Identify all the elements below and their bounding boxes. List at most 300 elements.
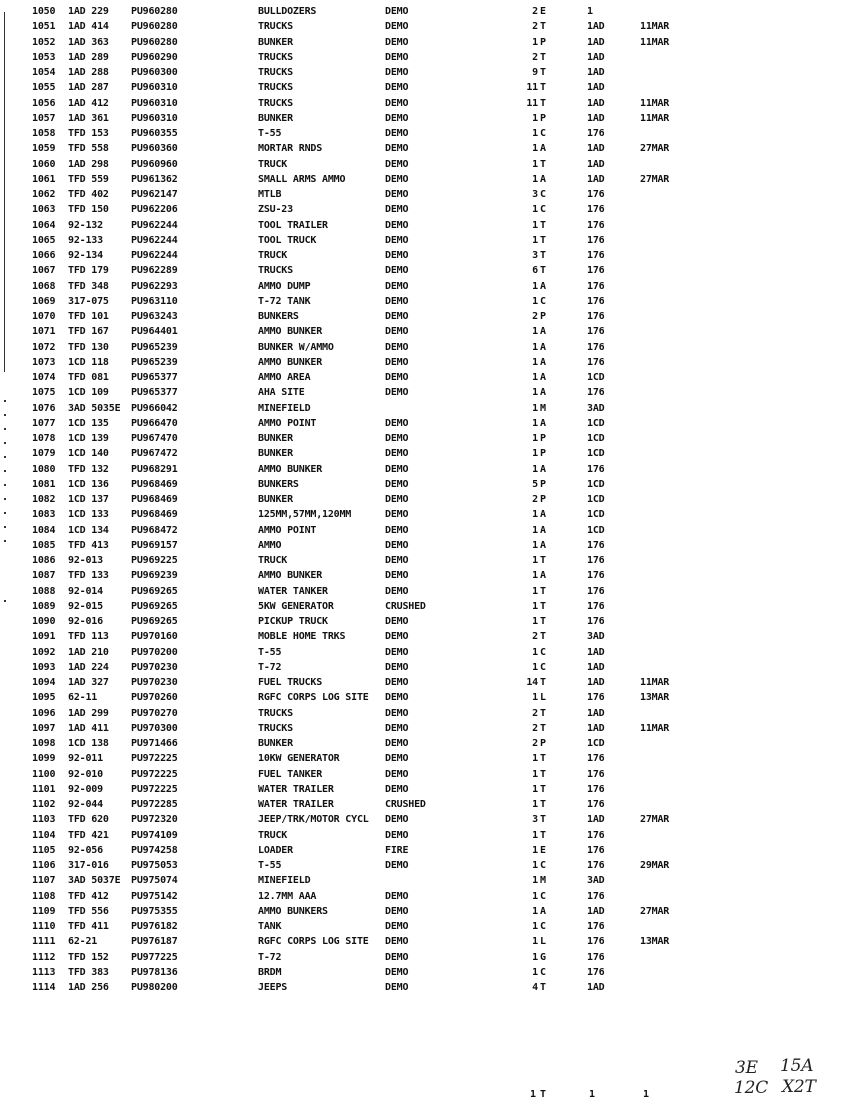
action-taken: DEMO	[385, 280, 409, 292]
unit-code: 176	[587, 189, 605, 200]
quantity: 2	[532, 21, 538, 33]
table-row	[0, 890, 850, 903]
target-description: AMMO BUNKER	[258, 356, 323, 368]
table-row	[0, 325, 850, 338]
quantity: 11	[526, 82, 538, 94]
target-description: TANK	[258, 921, 282, 932]
record-number: 1093	[32, 661, 56, 673]
action-taken: DEMO	[385, 265, 409, 277]
category-code: C	[540, 966, 546, 978]
quantity: 1	[532, 234, 538, 246]
date-code: 11MAR	[640, 722, 670, 734]
category-code: T	[540, 631, 546, 643]
category-code: T	[540, 51, 546, 63]
target-description: AMMO BUNKER	[258, 570, 323, 582]
unit-code: 176	[587, 692, 605, 704]
category-code: L	[540, 936, 546, 948]
target-id: TFD 411	[68, 921, 109, 932]
table-row	[0, 981, 850, 994]
quantity: 3	[532, 814, 538, 826]
target-description: WATER TRAILER	[258, 783, 334, 795]
category-code: A	[540, 509, 546, 521]
grid-reference: PU962293	[131, 280, 178, 292]
table-row	[0, 707, 850, 720]
target-id: 1CD 133	[68, 509, 109, 521]
record-number: 1050	[32, 6, 56, 17]
unit-code: 176	[587, 204, 605, 216]
record-number: 1054	[32, 67, 56, 78]
target-description: T-55	[258, 860, 282, 871]
target-description: 125MM,57MM,120MM	[258, 509, 352, 521]
table-row	[0, 951, 850, 964]
grid-reference: PU976187	[131, 936, 178, 948]
target-description: WATER TRAILER	[258, 799, 334, 810]
unit-code: 176	[587, 341, 605, 353]
target-id: 1CD 118	[68, 356, 109, 368]
target-description: AMMO	[258, 539, 282, 551]
record-number: 1097	[32, 722, 56, 734]
table-row	[0, 813, 850, 826]
action-taken: DEMO	[385, 311, 409, 322]
action-taken: DEMO	[385, 494, 409, 505]
target-id: TFD 348	[68, 280, 109, 292]
target-description: BUNKER	[258, 448, 293, 460]
record-number: 1055	[32, 82, 56, 94]
target-id: TFD 559	[68, 173, 109, 185]
unit-code: 1AD	[587, 97, 605, 109]
target-id: 92-132	[68, 219, 103, 231]
target-description: MINEFIELD	[258, 875, 311, 887]
record-number: 1075	[32, 387, 56, 399]
table-row	[0, 615, 850, 628]
target-id: 1CD 109	[68, 387, 109, 399]
action-taken: DEMO	[385, 417, 409, 429]
unit-code: 176	[587, 280, 605, 292]
quantity: 1	[532, 36, 538, 48]
grid-reference: PU965377	[131, 387, 178, 399]
unit-code: 176	[587, 387, 605, 399]
quantity: 2	[532, 722, 538, 734]
target-id: 1AD 289	[68, 51, 109, 63]
record-number: 1085	[32, 539, 56, 551]
category-code: T	[540, 722, 546, 734]
record-number: 1103	[32, 814, 56, 826]
partial-row-qty: 1	[530, 1089, 536, 1100]
action-taken: DEMO	[385, 677, 409, 688]
target-description: TRUCKS	[258, 265, 293, 277]
category-code: A	[540, 280, 546, 292]
quantity: 1	[532, 646, 538, 658]
unit-code: 3AD	[587, 631, 605, 643]
quantity: 1	[532, 860, 538, 871]
target-id: 1AD 361	[68, 112, 109, 124]
target-id: 1AD 327	[68, 677, 109, 688]
grid-reference: PU962206	[131, 204, 178, 216]
action-taken: DEMO	[385, 524, 409, 536]
action-taken: DEMO	[385, 738, 409, 749]
target-description: TRUCK	[258, 829, 288, 841]
quantity: 1	[532, 417, 538, 429]
target-id: 92-014	[68, 585, 103, 597]
record-number: 1104	[32, 829, 56, 841]
margin-dot	[4, 600, 6, 602]
target-id: 1AD 363	[68, 36, 109, 48]
grid-reference: PU970270	[131, 707, 178, 719]
date-code: 11MAR	[640, 112, 670, 124]
table-row	[0, 966, 850, 979]
target-description: ZSU-23	[258, 204, 293, 216]
unit-code: 176	[587, 783, 605, 795]
target-id: TFD 130	[68, 341, 109, 353]
target-description: BULLDOZERS	[258, 6, 317, 17]
action-taken: DEMO	[385, 570, 409, 582]
quantity: 1	[532, 783, 538, 795]
table-row	[0, 661, 850, 674]
quantity: 1	[532, 829, 538, 841]
quantity: 2	[532, 738, 538, 749]
grid-reference: PU970260	[131, 692, 178, 704]
action-taken: DEMO	[385, 82, 409, 94]
target-id: TFD 153	[68, 128, 109, 139]
quantity: 1	[532, 875, 538, 887]
quantity: 6	[532, 265, 538, 277]
grid-reference: PU962147	[131, 189, 178, 200]
category-code: A	[540, 173, 546, 185]
grid-reference: PU977225	[131, 951, 178, 963]
category-code: P	[540, 112, 546, 124]
record-number: 1098	[32, 738, 56, 749]
target-description: 5KW GENERATOR	[258, 600, 334, 612]
grid-reference: PU969265	[131, 585, 178, 597]
target-description: JEEPS	[258, 982, 288, 993]
action-taken: DEMO	[385, 478, 409, 490]
grid-reference: PU972225	[131, 768, 178, 780]
grid-reference: PU970300	[131, 722, 178, 734]
grid-reference: PU969265	[131, 616, 178, 627]
table-row	[0, 249, 850, 262]
category-code: C	[540, 921, 546, 932]
unit-code: 1CD	[587, 372, 605, 383]
date-code: 13MAR	[640, 936, 670, 948]
action-taken: DEMO	[385, 768, 409, 780]
target-description: AMMO AREA	[258, 372, 311, 383]
table-row	[0, 524, 850, 537]
target-description: TOOL TRUCK	[258, 234, 317, 246]
target-description: T-72 TANK	[258, 295, 311, 307]
category-code: C	[540, 890, 546, 902]
unit-code: 176	[587, 128, 605, 139]
table-row	[0, 112, 850, 125]
target-id: TFD 383	[68, 966, 109, 978]
record-number: 1091	[32, 631, 56, 643]
table-row	[0, 356, 850, 369]
quantity: 1	[532, 219, 538, 231]
grid-reference: PU960300	[131, 67, 178, 78]
category-code: C	[540, 189, 546, 200]
grid-reference: PU960310	[131, 97, 178, 109]
partial-row-extra: 1	[643, 1089, 649, 1100]
record-number: 1096	[32, 707, 56, 719]
partial-row-unit: 1	[589, 1089, 595, 1100]
action-taken: DEMO	[385, 936, 409, 948]
quantity: 1	[532, 966, 538, 978]
quantity: 5	[532, 478, 538, 490]
record-number: 1052	[32, 36, 56, 48]
quantity: 1	[532, 387, 538, 399]
target-id: 1AD 412	[68, 97, 109, 109]
grid-reference: PU960280	[131, 6, 178, 17]
grid-reference: PU972225	[131, 783, 178, 795]
category-code: T	[540, 677, 546, 688]
quantity: 1	[532, 295, 538, 307]
margin-dot	[4, 428, 6, 430]
target-id: TFD 101	[68, 311, 109, 322]
grid-reference: PU969239	[131, 570, 178, 582]
grid-reference: PU963110	[131, 295, 178, 307]
table-row	[0, 935, 850, 948]
unit-code: 1AD	[587, 173, 605, 185]
quantity: 1	[532, 433, 538, 444]
unit-code: 176	[587, 616, 605, 627]
quantity: 1	[532, 326, 538, 338]
record-number: 1053	[32, 51, 56, 63]
quantity: 2	[532, 707, 538, 719]
table-row	[0, 36, 850, 49]
action-taken: DEMO	[385, 753, 409, 765]
grid-reference: PU962244	[131, 219, 178, 231]
target-id: TFD 113	[68, 631, 109, 643]
unit-code: 176	[587, 326, 605, 338]
record-number: 1106	[32, 860, 56, 871]
unit-code: 1CD	[587, 738, 605, 749]
margin-dot	[4, 400, 6, 402]
partial-row-type: T	[540, 1089, 546, 1100]
unit-code: 3AD	[587, 402, 605, 414]
action-taken: DEMO	[385, 356, 409, 368]
table-row	[0, 158, 850, 171]
record-number: 1071	[32, 326, 56, 338]
action-taken: DEMO	[385, 921, 409, 932]
target-description: TOOL TRAILER	[258, 219, 328, 231]
target-description: TRUCKS	[258, 67, 293, 78]
record-number: 1107	[32, 875, 56, 887]
record-number: 1113	[32, 966, 56, 978]
category-code: P	[540, 311, 546, 322]
unit-code: 1CD	[587, 494, 605, 505]
category-code: P	[540, 478, 546, 490]
grid-reference: PU975355	[131, 905, 178, 917]
record-number: 1058	[32, 128, 56, 139]
target-id: TFD 421	[68, 829, 109, 841]
action-taken: DEMO	[385, 158, 409, 170]
target-description: AMMO BUNKERS	[258, 905, 328, 917]
quantity: 1	[532, 112, 538, 124]
action-taken: DEMO	[385, 21, 409, 33]
quantity: 3	[532, 250, 538, 261]
action-taken: DEMO	[385, 646, 409, 658]
action-taken: DEMO	[385, 814, 409, 826]
quantity: 2	[532, 51, 538, 63]
category-code: A	[540, 372, 546, 383]
table-row	[0, 585, 850, 598]
target-id: TFD 556	[68, 905, 109, 917]
quantity: 1	[532, 692, 538, 704]
margin-dot	[4, 414, 6, 416]
target-description: BUNKER	[258, 36, 293, 48]
record-number: 1084	[32, 524, 56, 536]
grid-reference: PU978136	[131, 966, 178, 978]
category-code: T	[540, 555, 546, 566]
category-code: T	[540, 82, 546, 94]
grid-reference: PU980200	[131, 982, 178, 993]
table-row	[0, 371, 850, 384]
unit-code: 176	[587, 234, 605, 246]
target-id: 3AD 5035E	[68, 402, 121, 414]
target-id: 1AD 229	[68, 6, 109, 17]
table-row	[0, 844, 850, 857]
target-description: TRUCKS	[258, 21, 293, 33]
grid-reference: PU970230	[131, 661, 178, 673]
target-description: MINEFIELD	[258, 402, 311, 414]
quantity: 14	[526, 677, 538, 688]
target-description: BUNKER	[258, 433, 293, 444]
unit-code: 1CD	[587, 433, 605, 444]
handwritten-note-2b: X2T	[782, 1077, 816, 1097]
margin-dot	[4, 498, 6, 500]
action-taken: CRUSHED	[385, 600, 426, 612]
quantity: 1	[532, 753, 538, 765]
record-number: 1066	[32, 250, 56, 261]
grid-reference: PU975142	[131, 890, 178, 902]
unit-code: 176	[587, 799, 605, 810]
unit-code: 1AD	[587, 67, 605, 78]
grid-reference: PU965239	[131, 356, 178, 368]
quantity: 1	[532, 936, 538, 948]
target-description: AHA SITE	[258, 387, 305, 399]
quantity: 1	[532, 341, 538, 353]
date-code: 27MAR	[640, 173, 670, 185]
date-code: 11MAR	[640, 97, 670, 109]
category-code: A	[540, 463, 546, 475]
unit-code: 1AD	[587, 646, 605, 658]
action-taken: DEMO	[385, 189, 409, 200]
category-code: M	[540, 875, 546, 887]
action-taken: DEMO	[385, 860, 409, 871]
target-description: AMMO BUNKER	[258, 463, 323, 475]
target-id: 1CD 140	[68, 448, 109, 460]
record-number: 1110	[32, 921, 56, 932]
table-row	[0, 508, 850, 521]
grid-reference: PU969157	[131, 539, 178, 551]
target-description: BUNKERS	[258, 478, 299, 490]
record-number: 1073	[32, 356, 56, 368]
action-taken: DEMO	[385, 234, 409, 246]
margin-dot	[4, 442, 6, 444]
handwritten-note-2a: 12C	[734, 1078, 769, 1098]
record-number: 1078	[32, 433, 56, 444]
unit-code: 176	[587, 250, 605, 261]
category-code: A	[540, 539, 546, 551]
action-taken: DEMO	[385, 67, 409, 78]
date-code: 29MAR	[640, 860, 670, 871]
table-row	[0, 859, 850, 872]
category-code: A	[540, 387, 546, 399]
action-taken: DEMO	[385, 539, 409, 551]
action-taken: DEMO	[385, 631, 409, 643]
quantity: 1	[532, 890, 538, 902]
target-description: LOADER	[258, 844, 293, 856]
record-number: 1081	[32, 478, 56, 490]
quantity: 2	[532, 631, 538, 643]
margin-dot	[4, 526, 6, 528]
grid-reference: PU962289	[131, 265, 178, 277]
grid-reference: PU968469	[131, 478, 178, 490]
target-description: BUNKERS	[258, 311, 299, 322]
record-number: 1061	[32, 173, 56, 185]
table-row	[0, 280, 850, 293]
table-row	[0, 386, 850, 399]
table-row	[0, 478, 850, 491]
record-number: 1090	[32, 616, 56, 627]
action-taken: DEMO	[385, 112, 409, 124]
grid-reference: PU965377	[131, 372, 178, 383]
grid-reference: PU974258	[131, 844, 178, 856]
record-number: 1059	[32, 143, 56, 155]
action-taken: DEMO	[385, 463, 409, 475]
target-id: 317-075	[68, 295, 109, 307]
target-description: BUNKER	[258, 738, 293, 749]
target-id: 1AD 210	[68, 646, 109, 658]
target-id: 92-134	[68, 250, 103, 261]
category-code: C	[540, 295, 546, 307]
target-id: 1AD 287	[68, 82, 109, 94]
category-code: A	[540, 341, 546, 353]
target-id: 1AD 288	[68, 67, 109, 78]
category-code: C	[540, 646, 546, 658]
quantity: 1	[532, 128, 538, 139]
unit-code: 1CD	[587, 509, 605, 521]
target-id: 1AD 299	[68, 707, 109, 719]
target-id: TFD 402	[68, 189, 109, 200]
category-code: T	[540, 234, 546, 246]
unit-code: 176	[587, 570, 605, 582]
target-description: FUEL TRUCKS	[258, 677, 323, 688]
target-id: 92-013	[68, 555, 103, 566]
quantity: 1	[532, 402, 538, 414]
grid-reference: PU962244	[131, 234, 178, 246]
target-id: 92-015	[68, 600, 103, 612]
action-taken: DEMO	[385, 295, 409, 307]
quantity: 1	[532, 905, 538, 917]
record-number: 1105	[32, 844, 56, 856]
target-id: 92-044	[68, 799, 103, 810]
category-code: T	[540, 265, 546, 277]
unit-code: 176	[587, 356, 605, 368]
unit-code: 1CD	[587, 524, 605, 536]
unit-code: 1	[587, 6, 593, 17]
unit-code: 176	[587, 539, 605, 551]
action-taken: DEMO	[385, 982, 409, 993]
target-description: AMMO POINT	[258, 417, 317, 429]
quantity: 1	[532, 204, 538, 216]
unit-code: 1AD	[587, 21, 605, 33]
quantity: 1	[532, 921, 538, 932]
target-id: 1AD 298	[68, 158, 109, 170]
action-taken: DEMO	[385, 905, 409, 917]
grid-reference: PU974109	[131, 829, 178, 841]
table-row	[0, 722, 850, 735]
table-row	[0, 264, 850, 277]
